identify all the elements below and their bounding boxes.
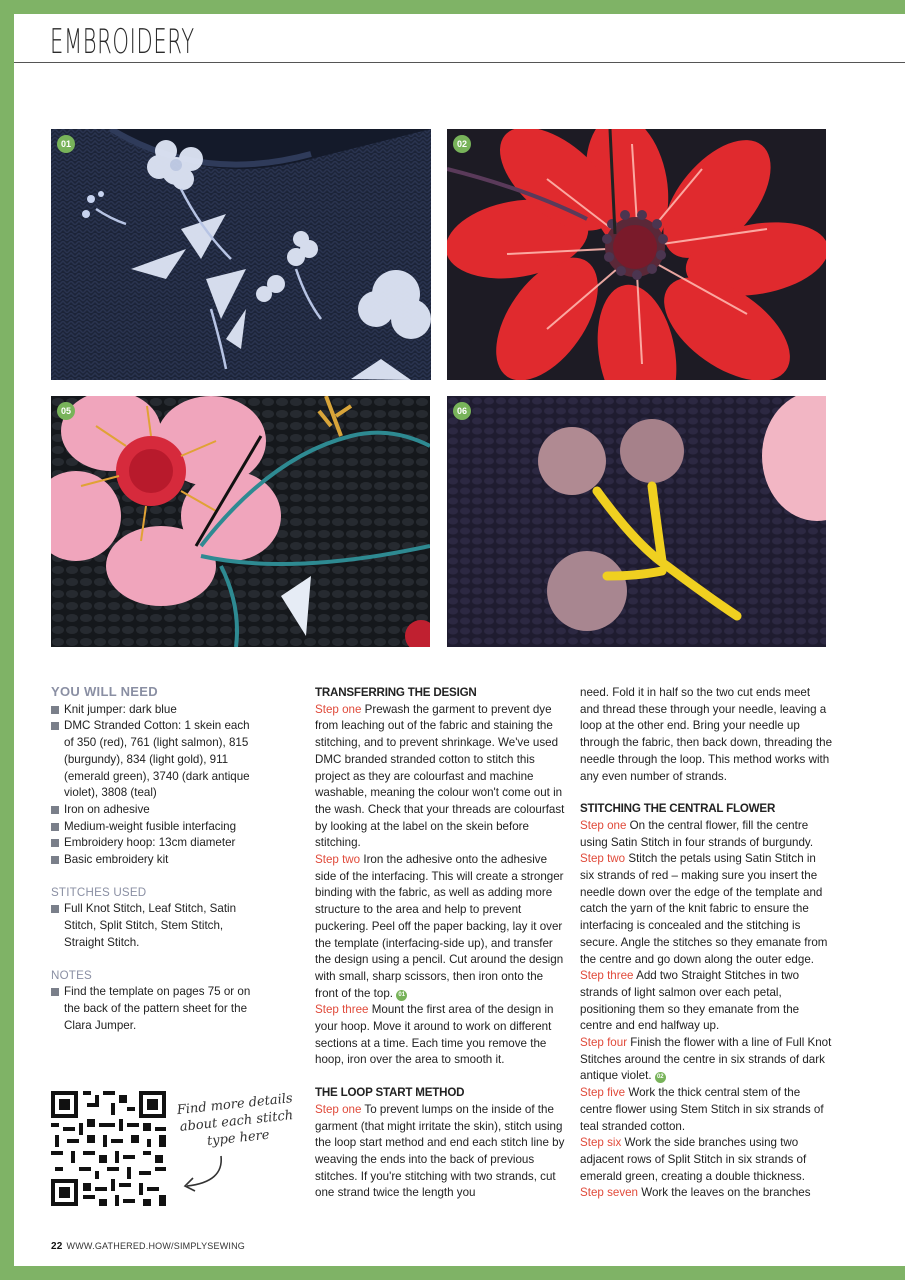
list-item: Full Knot Stitch, Leaf Stitch, Satin Stitch, Split Stitch, Stem Stitch, Straight Stitch. <box>51 901 251 951</box>
photo-06 <box>447 396 826 647</box>
central-flower-heading: STITCHING THE CENTRAL FLOWER <box>580 802 776 816</box>
flower-step-five <box>580 1085 832 1135</box>
step-text: Stitch the petals using Satin Stitch in six strands of red – making sure you insert the needle down over the edge of the template and catch the yarn of the knit fabric to ensure the interfacing is concealed and the stitching is secure. Angle the stitches so they emanate from the centre and go down along the outer edge. <box>580 852 828 966</box>
flower-step-four <box>580 1035 832 1085</box>
photo-badge: 01 <box>57 135 75 153</box>
step-text: Work the thick central stem of the centre flower using Stem Stitch in six strands of teal stranded cotton. <box>580 1086 824 1133</box>
step-text: Prewash the garment to prevent dye from leaching out of the fabric and staining the stitching, and to prevent shrinkage. We've used DMC branded stranded cotton to stitch this project as they are colourfast and machine washable, meaning the colour won't come out in the wash. Check that your threads are colourfast by looking at the label on the skein before stitching. <box>315 702 565 850</box>
step-label: Step one <box>580 818 627 832</box>
list-item: Basic embroidery kit <box>51 852 251 869</box>
step-text: Add two Straight Stitches in two strands of light salmon over each petal, positioning them so they emanate from the centre and end halfway up. <box>580 969 800 1033</box>
you-will-need-list <box>51 702 251 869</box>
photo-ref-badge: 01 <box>396 990 407 1001</box>
applique-photo-icon <box>51 129 431 380</box>
transfer-step-one <box>315 702 565 852</box>
step-label: Step two <box>580 852 626 866</box>
qr-code-icon <box>51 1091 166 1206</box>
qr-handwritten-note: Find more details about each stitch type here <box>176 1091 294 1150</box>
page-number: 22 <box>51 1241 63 1252</box>
step-text: Mount the first area of the design in your hoop. Move it around to work on different sections at a time. Each time you remove the hoop, iron over the area to smooth it. <box>315 1003 554 1067</box>
flower-step-seven <box>580 1185 832 1202</box>
loop-step-one <box>315 1102 565 1202</box>
red-flower-photo-icon <box>447 129 826 380</box>
step-text: Work the side branches using two adjacent rows of Split Stitch in six strands of emerald green, creating a double thickness. <box>580 1136 807 1183</box>
flower-step-two <box>580 851 832 968</box>
step-text: Work the leaves on the branches <box>638 1186 811 1200</box>
you-will-need-heading: YOU WILL NEED <box>51 684 158 699</box>
flower-step-six <box>580 1135 832 1185</box>
loop-continued: need. Fold it in half so the two cut ends meet and thread these through your needle, leaving a loop at the other end. Bring your needle up through the fabric, then back down, threading the needle through the loop. This method works with any even number of strands. <box>580 686 833 783</box>
stitches-used-list <box>51 901 251 951</box>
list-item: Knit jumper: dark blue <box>51 702 251 719</box>
notes-heading: NOTES <box>51 968 92 982</box>
flower-step-three <box>580 968 832 1035</box>
page-footer <box>51 1241 245 1252</box>
step-label: Step three <box>580 969 634 983</box>
list-item: Medium-weight fusible interfacing <box>51 819 251 836</box>
step-text: To prevent lumps on the inside of the garment (that might irritate the skin), stitch using the loop start method and end each stitch line by weaving the ends into the back of previous stitches. If you're stitching with two strands, cut one strand twice the length you <box>315 1102 565 1200</box>
step-label: Step one <box>315 702 362 716</box>
footer-url[interactable]: WWW.GATHERED.HOW/SIMPLYSEWING <box>66 1241 245 1251</box>
list-item: DMC Stranded Cotton: 1 skein each of 350 (red), 761 (light salmon), 815 (burgundy), 834 (light gold), 911 (emerald green), 3740 (dark antique violet), 3808 (teal) <box>51 718 251 802</box>
mauve-knots-photo-icon <box>447 396 826 647</box>
header-rule <box>14 62 905 63</box>
list-item: Find the template on pages 75 or on the back of the pattern sheet for the Clara Jumper. <box>51 984 251 1034</box>
list-item: Embroidery hoop: 13cm diameter <box>51 835 251 852</box>
photo-05 <box>51 396 430 647</box>
photo-badge: 02 <box>453 135 471 153</box>
curved-arrow-icon <box>179 1154 229 1194</box>
notes-list <box>51 984 251 1034</box>
step-label: Step seven <box>580 1186 639 1200</box>
step-label: Step five <box>580 1086 626 1100</box>
step-label: Step two <box>315 853 361 867</box>
transfer-step-three <box>315 1002 565 1069</box>
loop-start-heading: THE LOOP START METHOD <box>315 1086 465 1100</box>
flower-step-one <box>580 818 832 851</box>
transferring-heading: TRANSFERRING THE DESIGN <box>315 686 477 699</box>
step-text: Finish the flower with a line of Full Knot Stitches around the centre in six strands of dark antique violet. <box>580 1036 832 1083</box>
step-label: Step four <box>580 1036 628 1050</box>
photo-badge: 06 <box>453 402 471 420</box>
step-text: On the central flower, fill the centre using Satin Stitch in four strands of burgundy. <box>580 818 814 849</box>
photo-badge: 05 <box>57 402 75 420</box>
section-title: EMBROIDERY <box>50 22 195 62</box>
photo-01 <box>51 129 431 380</box>
magazine-page <box>14 14 905 1266</box>
photo-02 <box>447 129 826 380</box>
step-text: Iron the adhesive onto the adhesive side of the interfacing. This will create a stronger binding with the fabric, as well as adding more structure to the area and help to prevent puckering. Peel off the paper backing, lay it over the template (interfacing-side up), and transfer the design using a pencil. Cut around the design with small, sharp scissors, then iron onto the front of the top. <box>315 853 564 1000</box>
transfer-step-two <box>315 852 565 1002</box>
stitches-used-heading: STITCHES USED <box>51 885 147 899</box>
column-3 <box>580 685 832 1202</box>
column-2 <box>315 685 565 1202</box>
photo-ref-badge: 02 <box>655 1072 666 1083</box>
column-1 <box>51 684 251 1034</box>
step-label: Step six <box>580 1136 622 1150</box>
pink-flower-photo-icon <box>51 396 430 647</box>
qr-code[interactable] <box>51 1091 166 1206</box>
step-label: Step one <box>315 1102 362 1116</box>
list-item: Iron on adhesive <box>51 802 251 819</box>
step-label: Step three <box>315 1003 369 1017</box>
